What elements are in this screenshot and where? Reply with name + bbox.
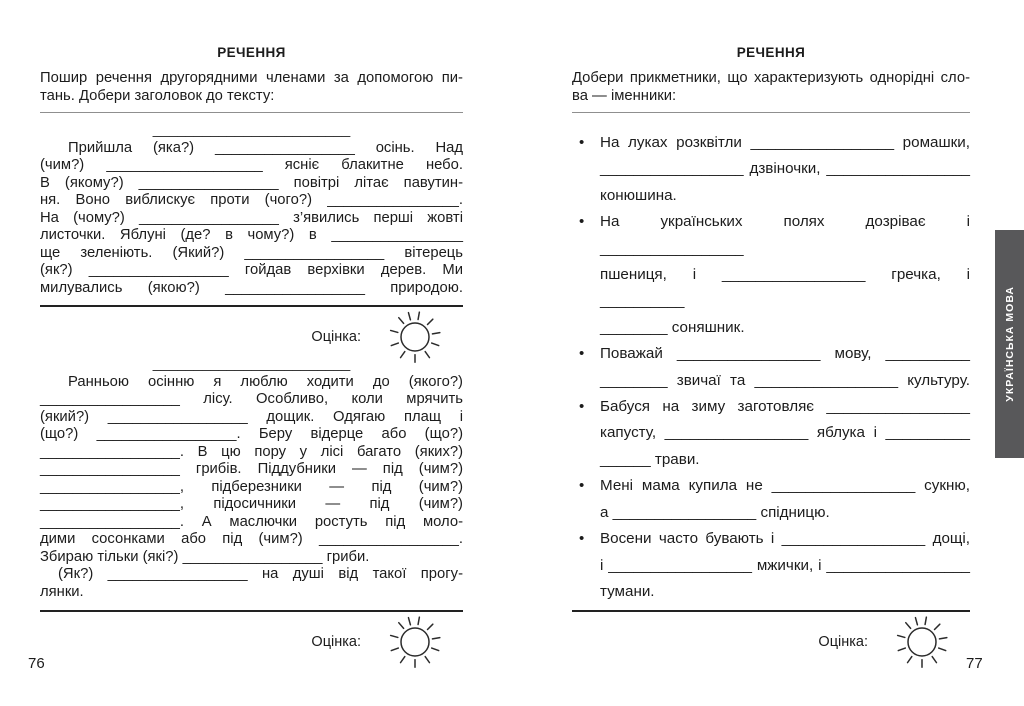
exercise-line: На українських полях дозріває і _________________ [600, 213, 970, 257]
score-row [40, 614, 463, 670]
instruction-divider [40, 112, 463, 113]
exercise-line: дими сосонками або під (чим?) _________________. [40, 531, 463, 547]
instruction-line: Добери прикметники, що характеризують однорідні сло- [572, 70, 970, 86]
sun-icon [387, 614, 443, 670]
instruction-line: Пошир речення другорядними членами за допомогою пи- [40, 70, 463, 86]
bullet-marker: • [579, 530, 585, 548]
exercise-line: ______ трави. [600, 450, 700, 468]
exercise-line: Збираю тільки (які?) _________________ гриби. [40, 548, 370, 565]
exercise-line: _________________ лісу. Особливо, коли мрячить [40, 391, 463, 407]
instruction-line: ва — іменники: [572, 87, 677, 104]
list-item [572, 341, 970, 394]
exercise-line: В (якому?) _________________ повітрі літає павутин- [40, 174, 463, 191]
subject-tab-label: УКРАЇНСЬКА МОВА [1003, 286, 1016, 402]
list-item [572, 130, 970, 209]
bullet-marker: • [579, 213, 585, 231]
left-page [40, 45, 463, 685]
bullet-marker: • [579, 345, 585, 363]
section-rule [40, 305, 463, 307]
exercise-line: _________________. В цю пору у лісі багато (яких?) [40, 443, 463, 460]
exercise-line: (чим?) ___________________ ясніє блакитне небо. [40, 157, 463, 173]
exercise-line: ня. Воно виблискує проти (чого?) ________________. [40, 192, 463, 208]
page-number-right: 77 [966, 655, 983, 672]
exercise-line: капусту, _________________ яблука і __________ [600, 424, 970, 442]
exercise-line: Прийшла (яка?) _________________ осінь. Над [68, 139, 463, 156]
bullet-marker: • [579, 477, 585, 495]
exercise-line: і _________________ мжички, і _________________ [600, 556, 970, 574]
list-item [572, 473, 970, 526]
section-rule [40, 610, 463, 612]
exercise-line: _________________ дзвіночки, _________________ [600, 160, 970, 178]
score-label: Оцінка: [311, 329, 361, 345]
bullet-marker: • [579, 398, 585, 416]
instruction-line: тань. Добери заголовок до тексту: [40, 87, 275, 104]
left-page-title: РЕЧЕННЯ [217, 45, 286, 60]
exercise-line: ________ соняшник. [600, 318, 745, 336]
exercise-2 [40, 356, 463, 601]
exercise-line: Восени часто бувають і _________________ дощі, [600, 530, 970, 548]
score-label: Оцінка: [818, 634, 868, 650]
exercise-line: Мені мама купила не _________________ сукню, [600, 477, 970, 495]
section-rule [572, 610, 970, 612]
page-number-left: 76 [28, 655, 45, 672]
exercise-line: Ранньою осінню я люблю ходити до (якого?) [68, 373, 463, 390]
exercise-line: (як?) _________________ гойдав верхівки дерев. Ми [40, 262, 463, 278]
exercise-line: пшениця, і _________________ гречка, і __________ [600, 266, 970, 310]
exercise-line: тумани. [600, 582, 655, 600]
exercise-line: лянки. [40, 583, 84, 600]
exercise-line: На (чому?) _________________ з’явились перші жовті [40, 209, 463, 226]
exercise-line: Поважай _________________ мову, __________ [600, 345, 970, 363]
exercise-line: милувались (якою?) _________________ природою. [40, 279, 463, 296]
sun-icon [894, 614, 950, 670]
subject-tab [995, 230, 1024, 458]
exercise-line: _________________. А маслючки ростуть під моло- [40, 513, 463, 530]
exercise-line: Бабуся на зиму заготовляє _________________ [600, 398, 970, 416]
list-item [572, 394, 970, 473]
exercise-line: а _________________ спідницю. [600, 503, 830, 521]
exercise-line: (який?) _________________ дощик. Одягаю плащ і [40, 408, 463, 425]
bullet-marker: • [579, 134, 585, 151]
exercise-line: На луках розквітли _________________ ромашки, [600, 134, 970, 151]
exercise-line: _________________, підберезники — під (чим?) [40, 478, 463, 495]
list-item [572, 209, 970, 341]
title-blank: ________________________ [152, 356, 351, 372]
exercise-line: ще зеленіють. (Який?) _________________ вітерець [40, 244, 463, 261]
exercise-line: листочки. Яблуні (де? в чому?) в ________________ [40, 227, 463, 243]
instruction-divider [572, 112, 970, 113]
score-label: Оцінка: [311, 634, 361, 650]
exercise-1 [40, 122, 463, 297]
exercise-line: _________________, підосичники — під (чим?) [40, 496, 463, 512]
exercise-line: ________ звичаї та _________________ культуру. [600, 371, 970, 389]
exercise-line: _________________ грибів. Піддубники — під (чим?) [40, 461, 463, 477]
score-row [572, 614, 970, 670]
right-page-title: РЕЧЕННЯ [736, 45, 806, 60]
title-blank: ________________________ [152, 122, 351, 138]
exercise-list [572, 130, 970, 605]
left-instruction [40, 70, 463, 105]
right-instruction [572, 70, 970, 105]
exercise-line: (Як?) _________________ на душі від такої прогу- [58, 566, 463, 582]
list-item [572, 526, 970, 605]
right-page [572, 45, 970, 685]
exercise-line: конюшина. [600, 186, 677, 204]
exercise-line: (що?) _________________. Беру відерце або (що?) [40, 426, 463, 442]
